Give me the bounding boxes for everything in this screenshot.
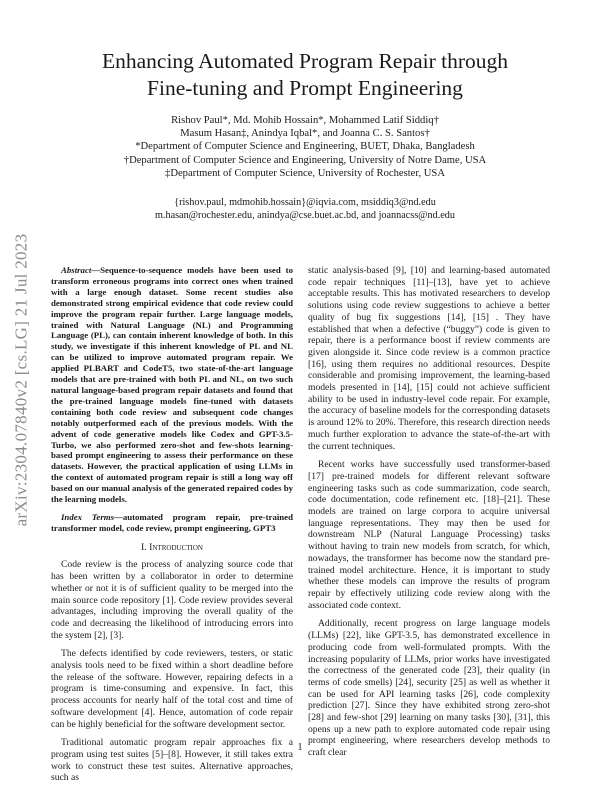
authors-line-1: Rishov Paul*, Md. Mohib Hossain*, Mohammed Latif Siddiq†: [171, 115, 439, 126]
authors-line-2: Masum Hasan‡, Anindya Iqbal*, and Joanna C. S. Santos†: [180, 128, 430, 140]
left-column: [51, 265, 293, 791]
abstract-label: Abstract: [61, 265, 92, 275]
affiliation-2: †Department of Computer Science and Engineering, University of Notre Dame, USA: [123, 154, 487, 166]
email-line-1: {rishov.paul, mdmohib.hossain}@iqvia.com, msiddiq3@nd.edu: [174, 197, 436, 208]
right-paragraph-2: Recent works have successfully used transformer-based [17] pre-trained models for different relevant software engineering tasks such as code summarization, code search, code documentation, code refinement etc. [18]–[21]. These models are trained on large corpora to acquire universal language representations. They may then be used for downstream NLP (Natural Language Processing) tasks without having to train new models from scratch, for which, nowadays, the transformer has become now the standard pre-trained model architecture. Hence, it is important to study whether these models can improve the results of program repair by effectively utilizing code review along with the associated code context.: [308, 459, 550, 611]
arxiv-identifier: arXiv:2304.07840v2 [cs.LG] 21 Jul 2023: [11, 233, 31, 527]
right-paragraph-1: static analysis-based [9], [10] and learning-based automated code repair techniques [11]–[13], have yet to achieve acceptable results. This has motivated researchers to develop solutions using code review suggestions to achieve a better quality of bug fix suggestions [14], [15] . They have established that when a defective (“buggy”) code is given to repair, there is a performance boost if review comments are given alongside it. Since code review is a common practice [16], using them requires no additional resources. Despite considerable and promising improvement, the learning-based models presented in [14], [15] could not achieve sufficient ability to be used in industry-level code repair. For example, the accuracy of baseline models for the corresponding datasets is around 12% to 20%. Therefore, this research direction needs much further exploration to advance the state-of-the-art with the current techniques.: [308, 265, 550, 452]
intro-paragraph-1: Code review is the process of analyzing source code that has been written by a collaborator in order to determine whether or not it is of sufficient quality to be merged into the main source code repository [1]. Code review provides several advantages, including improving the overall quality of the code and decreasing the likelihood of introducing errors into the system [2], [3].: [51, 559, 293, 641]
index-terms: [51, 512, 293, 534]
affiliation-3: ‡Department of Computer Science, University of Rochester, USA: [165, 167, 445, 179]
affiliation-1: *Department of Computer Science and Engineering, BUET, Dhaka, Bangladesh: [135, 141, 475, 153]
arxiv-sidebar-stamp: [4, 200, 38, 560]
right-paragraph-3: Additionally, recent progress on large language models (LLMs) [22], like GPT-3.5, has demonstrated excellence in producing code from well-formulated prompts. With the increasing popularity of LLMs, prior works have investigated the correctness of the generated code [23], their quality (in terms of code smells) [24], security [25] as well as whether it can be used for API learning tasks [26], code complexity prediction [27]. Since they have exhibited strong zero-shot [28] and few-shot [29] learning on many tasks [30], [31], this opens up a new path to explore automated code repair using prompt engineering, where researchers develop methods to craft clear: [308, 618, 550, 759]
index-terms-label: Index Terms: [61, 511, 115, 522]
intro-paragraph-2: The defects identified by code reviewers, testers, or static analysis tools need to be fixed within a short deadline before the release of the software. However, repairing defects in a program is time-consuming and expensive. In fact, this process accounts for nearly half of the total cost and time of software development [4]. Hence, automation of code repair can be highly beneficial for the software development sector.: [51, 648, 293, 730]
abstract: [51, 265, 293, 505]
author-block: [60, 114, 550, 180]
intro-paragraph-3: Traditional automatic program repair approaches fix a program using test suites [5]–[8]. However, it still takes extra work to construct these test suites. Alternative approaches, such as: [51, 737, 293, 784]
paper-title: [60, 48, 550, 102]
title-line-2: Fine-tuning and Prompt Engineering: [147, 76, 463, 100]
right-column: [308, 265, 550, 766]
index-terms-text: —automated program repair, pre-trained transformer model, code review, prompt engineering, GPT3: [51, 511, 293, 533]
page-number: 1: [297, 742, 303, 753]
email-line-2: m.hasan@rochester.edu, anindya@cse.buet.ac.bd, and joannacss@nd.edu: [155, 210, 455, 221]
title-line-1: Enhancing Automated Program Repair through: [101, 49, 509, 73]
abstract-text: —Sequence-to-sequence models have been used to transform erroneous programs into correct ones when trained with a large enough dataset. Some recent studies also demonstrated strong empirical evidence that code review could improve the program repair further. Large language models, trained with Natural Language (NL) and Programming Language (PL), can contain inherent knowledge of both. In this study, we investigate if this inherent knowledge of PL and NL can be utilized to improve automated program repair. We applied PLBART and CodeT5, two state-of-the-art language models that are pre-trained with both PL and NL, on two such natural language-based program repair datasets and found that the pre-trained language models fine-tuned with datasets containing both code review and subsequent code changes notably outperformed each of the previous models. With the advent of code generative models like Codex and GPT-3.5-Turbo, we also performed zero-shot and few-shots learning-based prompt engineering to assess their performance on these datasets. However, the practical application of using LLMs in the context of automated program repair is still a long way off based on our manual analysis of the generated repaired codes by the learning models.: [51, 265, 293, 505]
email-block: [60, 196, 550, 222]
section-heading-introduction: I. Introduction: [141, 541, 203, 553]
